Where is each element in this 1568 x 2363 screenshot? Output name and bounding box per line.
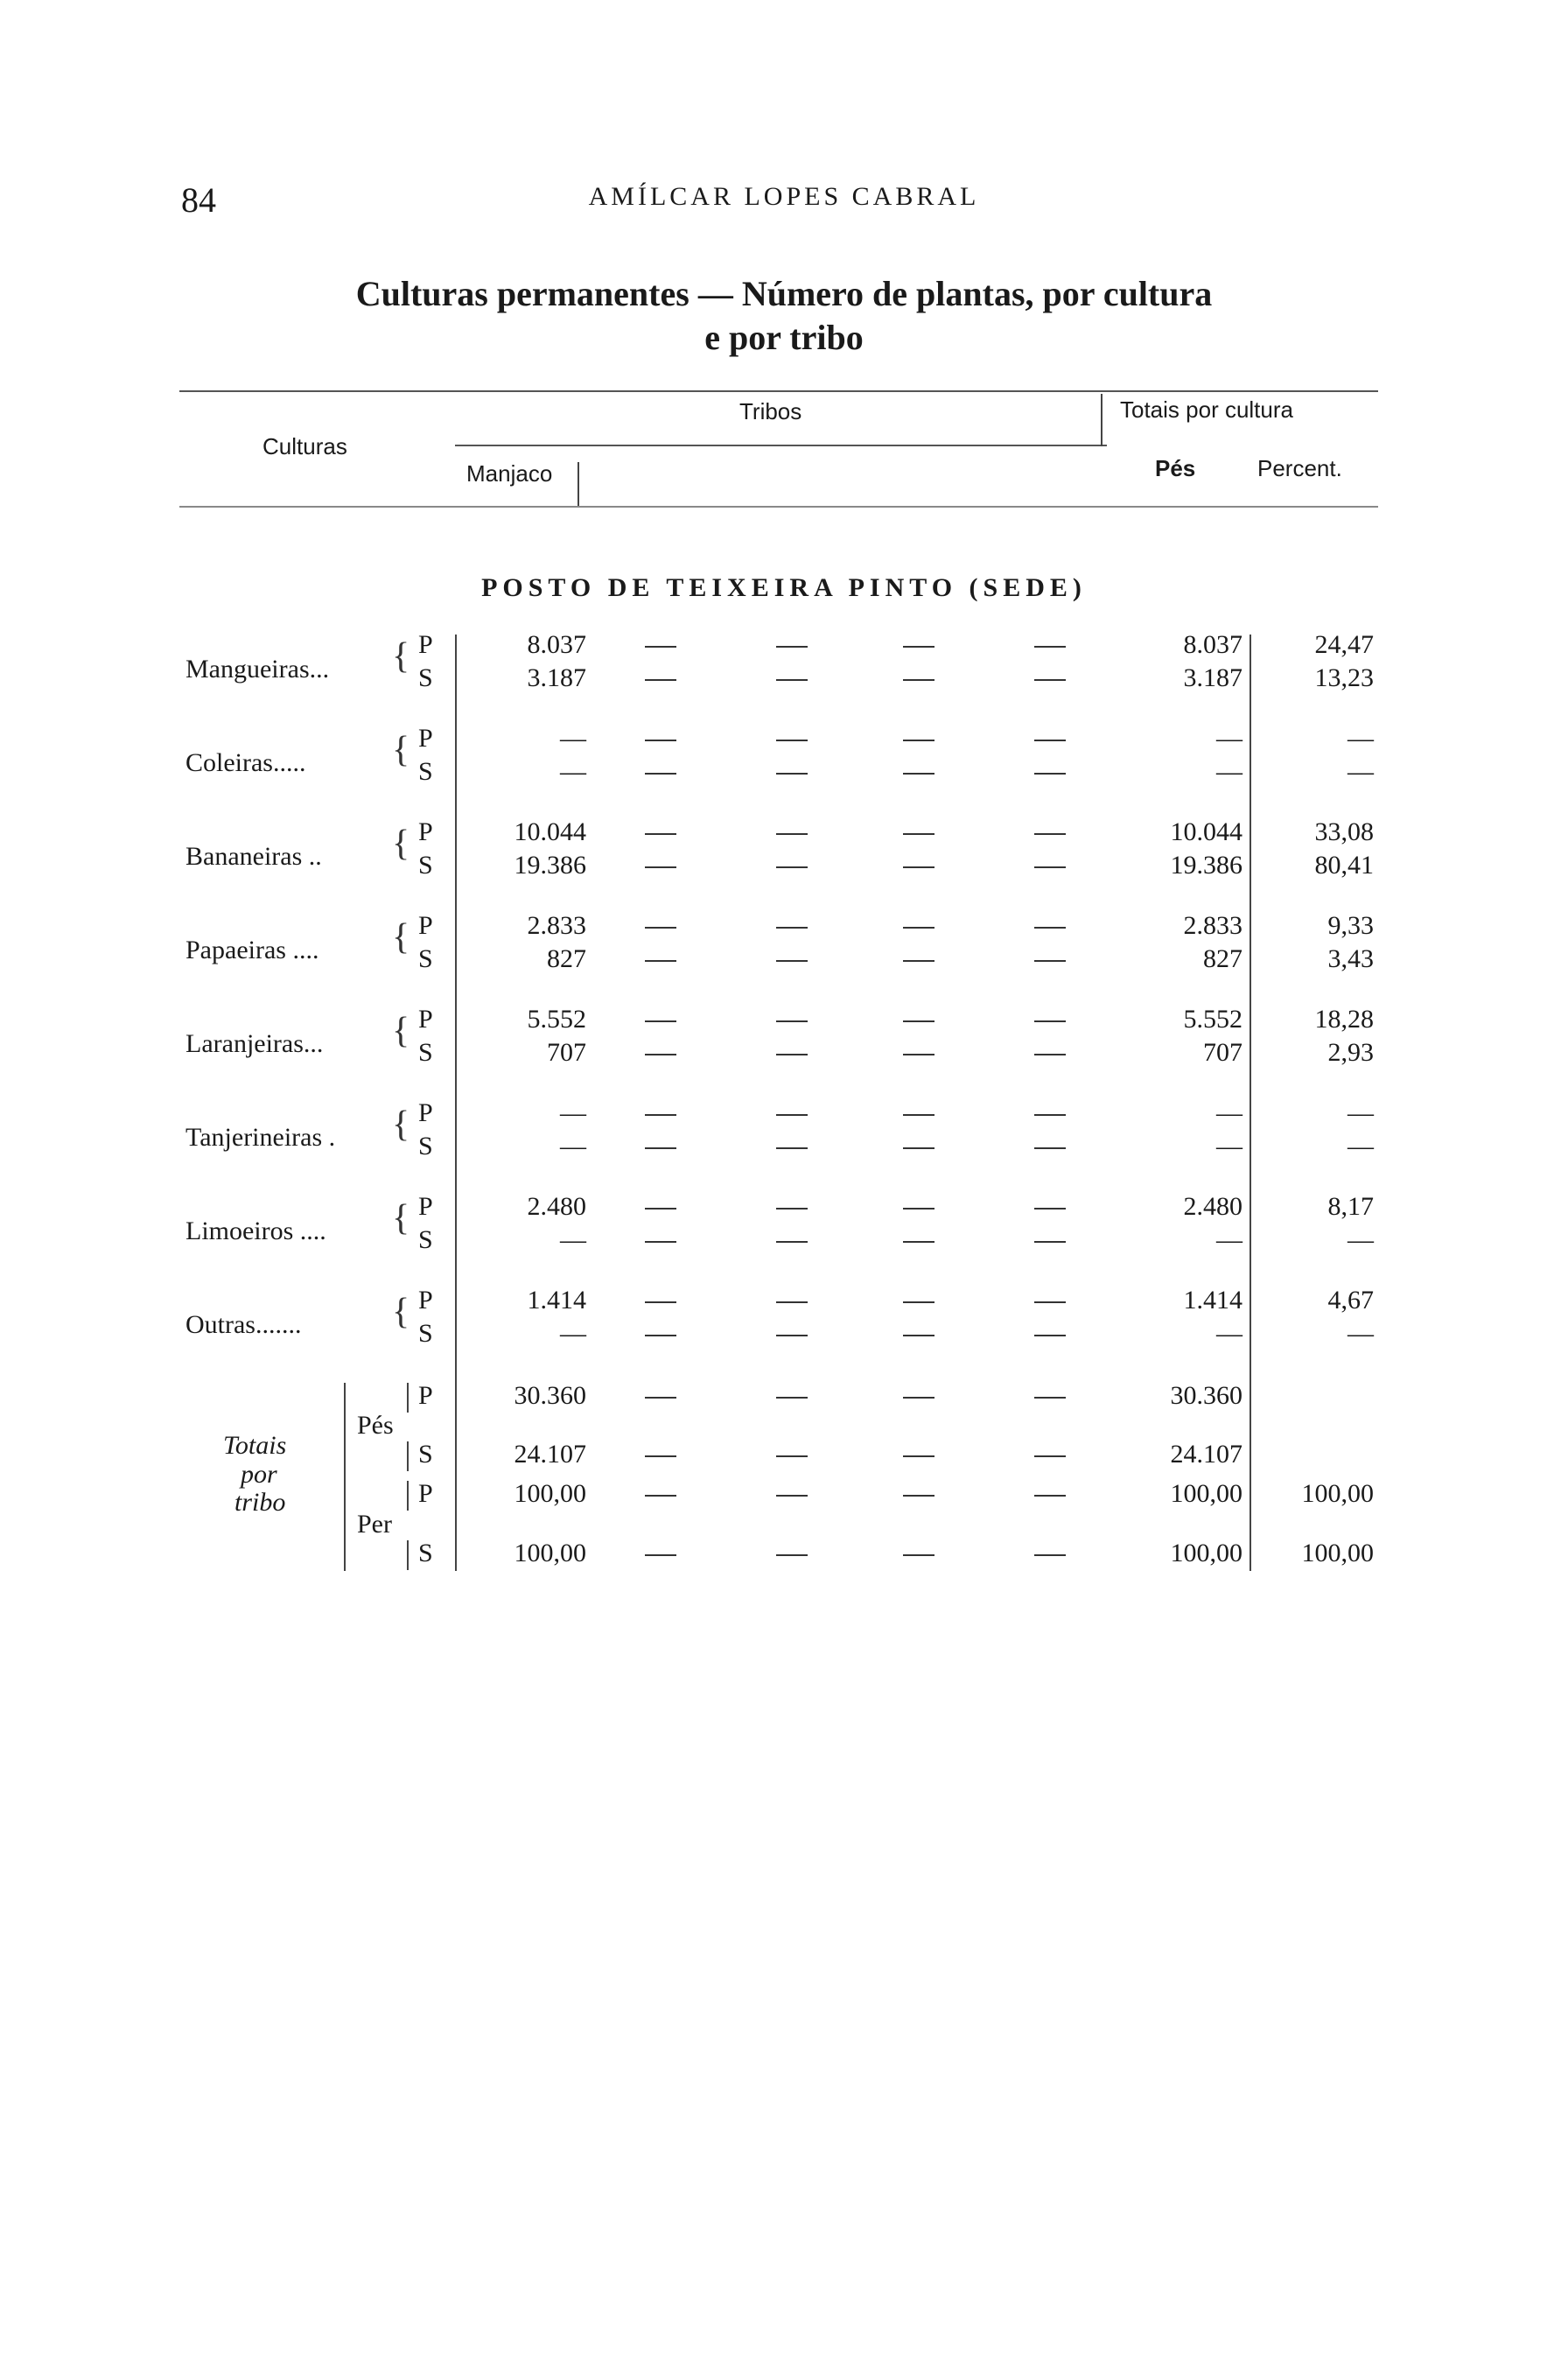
empty-cell-dash <box>645 1554 676 1556</box>
header-top-rule <box>179 390 1378 392</box>
crop-name: Mangueiras... <box>186 655 330 684</box>
empty-cell-dash <box>1034 1241 1066 1243</box>
empty-cell-dash <box>1034 1335 1066 1336</box>
empty-cell-dash <box>776 1054 808 1055</box>
empty-cell-dash <box>903 1147 934 1149</box>
empty-cell-dash <box>903 1054 934 1055</box>
header-bottom-rule <box>179 506 1378 508</box>
percent-value-s: — <box>1348 1132 1374 1160</box>
empty-cell-dash <box>645 679 676 681</box>
brace-icon: { <box>392 824 410 864</box>
totals-percent-value: 100,00 <box>1301 1539 1374 1567</box>
column-rule-left <box>455 635 457 1571</box>
empty-cell-dash <box>645 833 676 835</box>
totals-label-line-2: por <box>241 1460 277 1489</box>
row-type-p: P <box>418 1286 433 1315</box>
empty-cell-dash <box>645 773 676 775</box>
pes-value-p: 1.414 <box>1183 1286 1242 1315</box>
empty-cell-dash <box>903 1020 934 1022</box>
totals-pes-value: 100,00 <box>1170 1479 1242 1508</box>
empty-cell-dash <box>903 679 934 681</box>
row-type-s: S <box>418 851 433 880</box>
empty-cell-dash <box>776 833 808 835</box>
brace-icon: { <box>392 1292 410 1332</box>
empty-cell-dash <box>776 1147 808 1149</box>
brace-icon: { <box>392 1104 410 1145</box>
manjaco-value-p: 2.480 <box>527 1192 586 1221</box>
manjaco-value-p: 10.044 <box>514 817 586 846</box>
percent-value-s: 2,93 <box>1327 1038 1374 1067</box>
empty-cell-dash <box>1034 740 1066 741</box>
empty-cell-dash <box>776 1208 808 1210</box>
page-number: 84 <box>181 180 216 220</box>
empty-cell-dash <box>645 740 676 741</box>
manjaco-value-s: 707 <box>547 1038 586 1067</box>
running-title: AMÍLCAR LOPES CABRAL <box>588 182 980 211</box>
totals-small-brace <box>407 1441 409 1471</box>
empty-cell-dash <box>903 1335 934 1336</box>
row-type-s: S <box>418 1225 433 1254</box>
pes-value-p: 5.552 <box>1183 1005 1242 1034</box>
manjaco-value-p: 2.833 <box>527 911 586 940</box>
empty-cell-dash <box>903 866 934 868</box>
row-type-s: S <box>418 757 433 786</box>
table-title-line-1: Culturas permanentes — Número de plantas, por cultura <box>355 274 1213 313</box>
empty-cell-dash <box>1034 679 1066 681</box>
crop-name: Coleiras..... <box>186 748 306 777</box>
row-type-p: P <box>418 1005 433 1034</box>
empty-cell-dash <box>1034 1455 1066 1457</box>
empty-cell-dash <box>776 1241 808 1243</box>
percent-value-p: 4,67 <box>1327 1286 1374 1315</box>
empty-cell-dash <box>645 927 676 929</box>
section-title: POSTO DE TEIXEIRA PINTO (SEDE) <box>481 573 1087 602</box>
crop-name: Outras....... <box>186 1310 302 1339</box>
empty-cell-dash <box>776 740 808 741</box>
empty-cell-dash <box>645 646 676 648</box>
empty-cell-dash <box>1034 833 1066 835</box>
pes-value-p: — <box>1216 1098 1242 1127</box>
empty-cell-dash <box>1034 1054 1066 1055</box>
pes-value-p: 8.037 <box>1183 630 1242 659</box>
totals-pes-value: 24.107 <box>1170 1440 1242 1469</box>
empty-cell-dash <box>903 1208 934 1210</box>
empty-cell-dash <box>776 679 808 681</box>
percent-value-p: 9,33 <box>1327 911 1374 940</box>
totals-manjaco-value: 100,00 <box>514 1479 586 1508</box>
crop-name: Laranjeiras... <box>186 1029 324 1058</box>
manjaco-value-s: 19.386 <box>514 851 586 880</box>
empty-cell-dash <box>776 773 808 775</box>
crop-name: Tanjerineiras . <box>186 1123 336 1152</box>
empty-cell-dash <box>1034 1020 1066 1022</box>
pes-value-s: — <box>1216 757 1242 786</box>
empty-cell-dash <box>1034 1301 1066 1303</box>
empty-cell-dash <box>1034 1147 1066 1149</box>
percent-value-p: 18,28 <box>1314 1005 1374 1034</box>
table-title-line-2: e por tribo <box>704 318 864 357</box>
manjaco-value-s: — <box>560 1132 586 1160</box>
manjaco-value-s: — <box>560 757 586 786</box>
manjaco-value-p: — <box>560 724 586 753</box>
percent-value-p: 33,08 <box>1314 817 1374 846</box>
row-type-p: P <box>418 630 433 659</box>
empty-cell-dash <box>776 866 808 868</box>
brace-icon: { <box>392 730 410 770</box>
percent-value-s: — <box>1348 757 1374 786</box>
row-type-s: S <box>418 1038 433 1067</box>
empty-cell-dash <box>903 1554 934 1556</box>
totals-small-brace <box>407 1540 409 1570</box>
brace-icon: { <box>392 917 410 957</box>
empty-cell-dash <box>645 960 676 962</box>
empty-cell-dash <box>645 1114 676 1116</box>
empty-cell-dash <box>903 927 934 929</box>
percent-value-s: 3,43 <box>1327 944 1374 973</box>
pes-value-s: 3.187 <box>1183 663 1242 692</box>
empty-cell-dash <box>776 1114 808 1116</box>
pes-value-s: — <box>1216 1319 1242 1348</box>
empty-cell-dash <box>903 1114 934 1116</box>
pes-value-s: — <box>1216 1132 1242 1160</box>
totals-pes-value: 30.360 <box>1170 1381 1242 1410</box>
totals-label-line-1: Totais <box>223 1431 287 1460</box>
totals-manjaco-value: 100,00 <box>514 1539 586 1567</box>
empty-cell-dash <box>776 1335 808 1336</box>
empty-cell-dash <box>903 646 934 648</box>
percent-value-s: — <box>1348 1319 1374 1348</box>
empty-cell-dash <box>903 740 934 741</box>
empty-cell-dash <box>1034 866 1066 868</box>
percent-value-s: — <box>1348 1225 1374 1254</box>
manjaco-value-p: — <box>560 1098 586 1127</box>
percent-value-p: 8,17 <box>1327 1192 1374 1221</box>
empty-cell-dash <box>903 960 934 962</box>
empty-cell-dash <box>903 1397 934 1399</box>
empty-cell-dash <box>776 646 808 648</box>
empty-cell-dash <box>1034 1495 1066 1497</box>
pes-value-p: 2.480 <box>1183 1192 1242 1221</box>
row-type-p: P <box>418 724 433 753</box>
brace-icon: { <box>392 1011 410 1051</box>
brace-icon: { <box>392 636 410 677</box>
empty-cell-dash <box>645 1335 676 1336</box>
pes-value-s: — <box>1216 1225 1242 1254</box>
empty-cell-dash <box>903 1455 934 1457</box>
empty-cell-dash <box>645 1495 676 1497</box>
empty-cell-dash <box>645 1455 676 1457</box>
pes-value-p: — <box>1216 724 1242 753</box>
row-type-s: S <box>418 663 433 692</box>
percent-value-p: 24,47 <box>1314 630 1374 659</box>
row-type-s: S <box>418 1319 433 1348</box>
empty-cell-dash <box>645 1241 676 1243</box>
empty-cell-dash <box>776 1455 808 1457</box>
totals-pes-value: 100,00 <box>1170 1539 1242 1567</box>
empty-cell-dash <box>776 1301 808 1303</box>
crop-name: Bananeiras .. <box>186 842 322 871</box>
pes-value-s: 827 <box>1203 944 1242 973</box>
empty-cell-dash <box>903 1241 934 1243</box>
culturas-header: Culturas <box>262 433 347 459</box>
manjaco-value-s: — <box>560 1225 586 1254</box>
empty-cell-dash <box>1034 960 1066 962</box>
manjaco-value-p: 5.552 <box>527 1005 586 1034</box>
totals-small-brace <box>407 1481 409 1511</box>
empty-cell-dash <box>776 927 808 929</box>
pes-value-p: 10.044 <box>1170 817 1242 846</box>
row-type-p: P <box>418 1098 433 1127</box>
empty-cell-dash <box>903 833 934 835</box>
totals-type: P <box>418 1479 433 1508</box>
empty-cell-dash <box>1034 927 1066 929</box>
brace-icon: { <box>392 1198 410 1238</box>
pes-value-p: 2.833 <box>1183 911 1242 940</box>
totals-type: P <box>418 1381 433 1410</box>
totals-label-line-3: tribo <box>234 1488 286 1517</box>
empty-cell-dash <box>1034 1397 1066 1399</box>
pes-value-s: 707 <box>1203 1038 1242 1067</box>
empty-cell-dash <box>1034 1554 1066 1556</box>
totals-type: S <box>418 1440 433 1469</box>
empty-cell-dash <box>645 1397 676 1399</box>
totais-header: Totais por cultura <box>1120 396 1293 423</box>
empty-cell-dash <box>776 1495 808 1497</box>
empty-cell-dash <box>903 1495 934 1497</box>
totals-per-label: Per <box>357 1510 392 1539</box>
manjaco-value-s: 3.187 <box>527 663 586 692</box>
empty-cell-dash <box>776 1554 808 1556</box>
crop-name: Limoeiros .... <box>186 1217 326 1245</box>
pes-value-s: 19.386 <box>1170 851 1242 880</box>
tribos-header: Tribos <box>739 398 802 424</box>
row-type-p: P <box>418 817 433 846</box>
totals-percent-value: 100,00 <box>1301 1479 1374 1508</box>
percent-value-s: 80,41 <box>1314 851 1374 880</box>
empty-cell-dash <box>645 1020 676 1022</box>
empty-cell-dash <box>645 1147 676 1149</box>
totals-small-brace <box>407 1383 409 1413</box>
totals-big-brace <box>344 1383 346 1571</box>
manjaco-value-p: 8.037 <box>527 630 586 659</box>
row-type-p: P <box>418 911 433 940</box>
empty-cell-dash <box>903 773 934 775</box>
empty-cell-dash <box>645 1301 676 1303</box>
manjaco-divider <box>578 462 579 506</box>
empty-cell-dash <box>645 1208 676 1210</box>
percent-header: Percent. <box>1257 455 1342 481</box>
empty-cell-dash <box>645 1054 676 1055</box>
column-rule-right <box>1250 635 1251 1571</box>
percent-value-s: 13,23 <box>1314 663 1374 692</box>
row-type-s: S <box>418 944 433 973</box>
manjaco-value-p: 1.414 <box>527 1286 586 1315</box>
percent-value-p: — <box>1348 724 1374 753</box>
totais-divider <box>1101 394 1102 446</box>
row-type-s: S <box>418 1132 433 1160</box>
percent-value-p: — <box>1348 1098 1374 1127</box>
row-type-p: P <box>418 1192 433 1221</box>
empty-cell-dash <box>1034 1114 1066 1116</box>
tribos-underline <box>455 445 1107 446</box>
crop-name: Papaeiras .... <box>186 936 319 964</box>
empty-cell-dash <box>645 866 676 868</box>
empty-cell-dash <box>776 960 808 962</box>
totals-pes-label: Pés <box>357 1411 394 1440</box>
empty-cell-dash <box>1034 1208 1066 1210</box>
manjaco-header: Manjaco <box>466 460 553 487</box>
pes-header: Pés <box>1155 455 1196 481</box>
manjaco-value-s: — <box>560 1319 586 1348</box>
manjaco-value-s: 827 <box>547 944 586 973</box>
empty-cell-dash <box>776 1020 808 1022</box>
totals-type: S <box>418 1539 433 1567</box>
empty-cell-dash <box>903 1301 934 1303</box>
empty-cell-dash <box>1034 646 1066 648</box>
empty-cell-dash <box>776 1397 808 1399</box>
empty-cell-dash <box>1034 773 1066 775</box>
totals-manjaco-value: 24.107 <box>514 1440 586 1469</box>
totals-manjaco-value: 30.360 <box>514 1381 586 1410</box>
